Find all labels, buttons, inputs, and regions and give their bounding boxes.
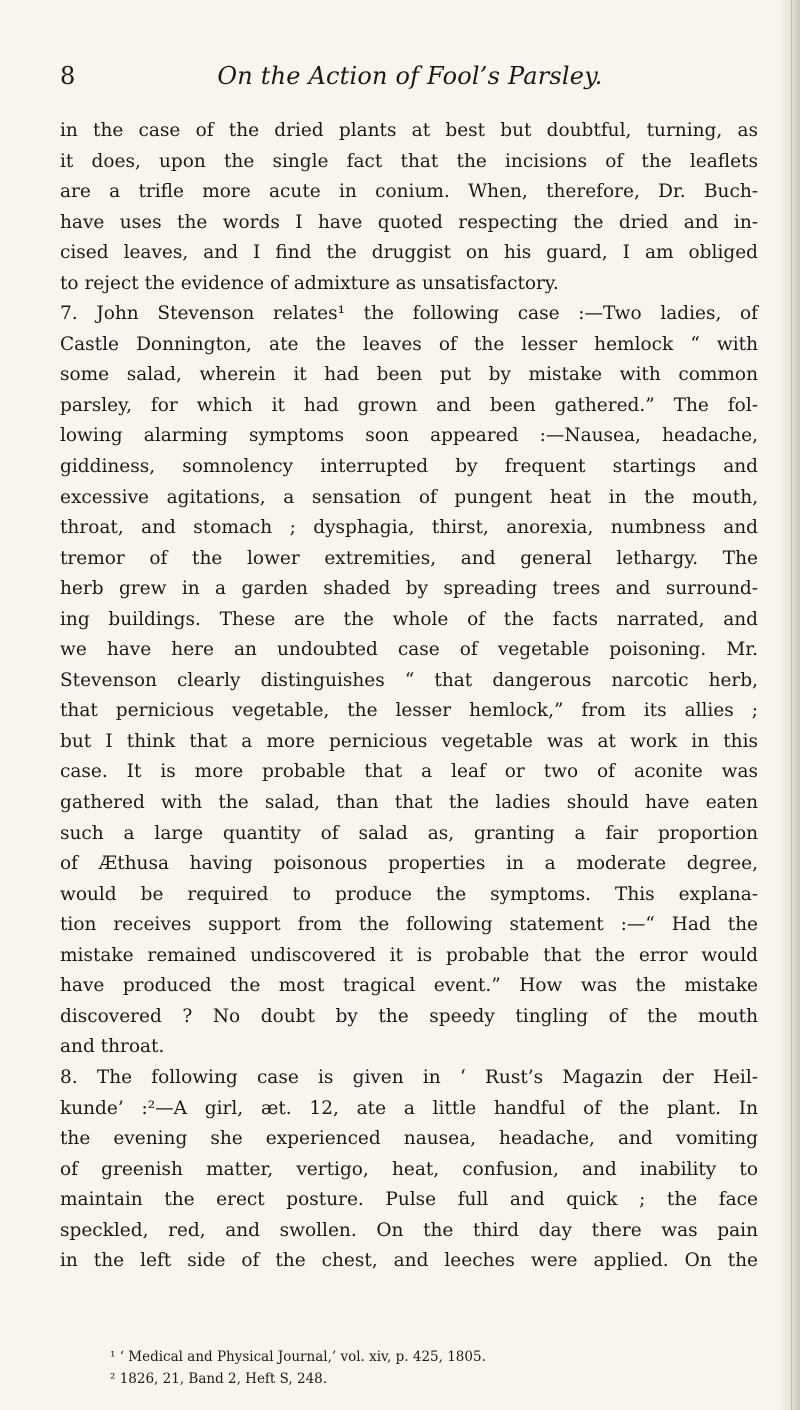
text-line: would be required to produce the symptoms. This explana- [60, 883, 758, 905]
text-line: of Æthusa having poisonous properties in a moderate degree, [60, 853, 758, 875]
text-line: parsley, for which it had grown and been gathered.” The fol- [60, 394, 758, 416]
page-number: 8 [60, 62, 76, 90]
text-line: in the left side of the chest, and leeches were applied. On the [60, 1250, 758, 1272]
text-line: kunde’ :²—A girl, æt. 12, ate a little handful of the plant. In [60, 1097, 758, 1119]
text-line: giddiness, somnolency interrupted by frequent startings and [60, 456, 758, 478]
text-line: herb grew in a garden shaded by spreading trees and surround- [60, 578, 758, 600]
text-line: throat, and stomach ; dysphagia, thirst, anorexia, numbness and [60, 517, 758, 539]
footnote-1: ¹ ‘ Medical and Physical Journal,’ vol. xiv, p. 425, 1805. [110, 1349, 486, 1365]
text-line: 7. John Stevenson relates¹ the following case :—Two ladies, of [60, 303, 758, 325]
text-line: have uses the words I have quoted respecting the dried and in- [60, 211, 758, 233]
text-line: such a large quantity of salad as, granting a fair proportion [60, 822, 758, 844]
text-line: to reject the evidence of admixture as unsatisfactory. [60, 272, 559, 294]
text-line: cised leaves, and I find the druggist on his guard, I am obliged [60, 242, 758, 264]
running-head [60, 62, 760, 102]
text-line: and throat. [60, 1036, 165, 1058]
text-line: we have here an undoubted case of vegetable poisoning. Mr. [60, 639, 758, 661]
text-line: Stevenson clearly distinguishes “ that dangerous narcotic herb, [60, 669, 758, 691]
text-line: tion receives support from the following statement :—“ Had the [60, 914, 758, 936]
text-line: tremor of the lower extremities, and general lethargy. The [60, 547, 758, 569]
text-line: some salad, wherein it had been put by mistake with common [60, 364, 758, 386]
text-line: maintain the erect posture. Pulse full and quick ; the face [60, 1189, 758, 1211]
body-text [60, 116, 758, 1277]
page-edge-shadow [778, 0, 800, 1410]
text-line: have produced the most tragical event.” How was the mistake [60, 975, 758, 997]
text-line: 8. The following case is given in ‘ Rust’s Magazin der Heil- [60, 1066, 758, 1088]
text-line: Castle Donnington, ate the leaves of the lesser hemlock “ with [60, 333, 758, 355]
text-line: speckled, red, and swollen. On the third day there was pain [60, 1219, 758, 1241]
text-line: it does, upon the single fact that the incisions of the leaflets [60, 150, 758, 172]
text-line: mistake remained undiscovered it is probable that the error would [60, 944, 758, 966]
text-line: in the case of the dried plants at best but doubtful, turning, as [60, 120, 758, 141]
footnote-2: ² 1826, 21, Band 2, Heft S, 248. [110, 1371, 328, 1387]
text-line: discovered ? No doubt by the speedy tingling of the mouth [60, 1005, 758, 1027]
page-edge-line [791, 0, 792, 1410]
text-line: are a trifle more acute in conium. When, therefore, Dr. Buch- [60, 181, 758, 203]
text-line: lowing alarming symptoms soon appeared :—Nausea, headache, [60, 425, 758, 447]
text-line: excessive agitations, a sensation of pungent heat in the mouth, [60, 486, 758, 508]
text-line: the evening she experienced nausea, headache, and vomiting [60, 1128, 758, 1150]
text-line: case. It is more probable that a leaf or two of aconite was [60, 761, 758, 783]
running-title: On the Action of Fool’s Parsley. [217, 62, 603, 90]
text-line: that pernicious vegetable, the lesser hemlock,” from its allies ; [60, 700, 758, 722]
text-line: gathered with the salad, than that the ladies should have eaten [60, 792, 758, 814]
footnotes [110, 1346, 750, 1390]
text-line: ing buildings. These are the whole of the facts narrated, and [60, 608, 758, 630]
text-line: of greenish matter, vertigo, heat, confusion, and inability to [60, 1158, 758, 1180]
text-line: but I think that a more pernicious vegetable was at work in this [60, 730, 758, 752]
